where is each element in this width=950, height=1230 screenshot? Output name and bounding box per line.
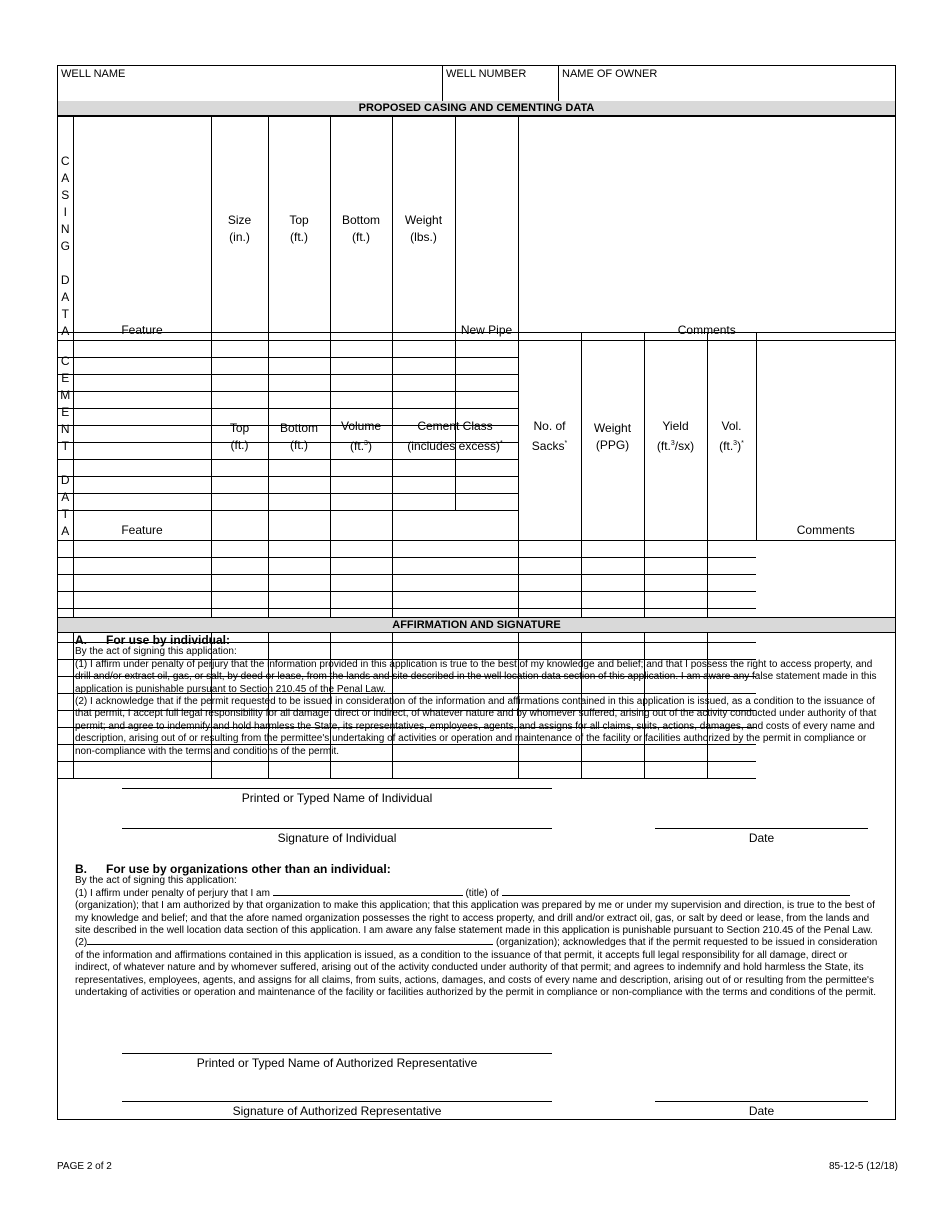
cement-table-row <box>58 592 895 609</box>
individual-affirmation-1: (1) I affirm under penalty of perjury that the information provided in this application is true to the best of my knowledge and belief; and that I possess the right to access property, and drill and/or extract oil, gas, or salt, by deed or lease, from the lands and site described in the well location data section of this application. I am aware any false statement made in this application is punishable pursuant to Section 210.45 of the Penal Law. <box>75 658 877 695</box>
rep-signature-label: Signature of Authorized Representative <box>232 1104 442 1118</box>
cement-table-cell[interactable] <box>330 592 392 609</box>
individual-signature-label: Signature of Individual <box>277 831 397 845</box>
cement-col-class: Cement Class (includes excess)* <box>392 333 518 541</box>
cement-header-row <box>58 333 895 541</box>
cement-table-cell[interactable] <box>392 575 518 592</box>
cement-table-cell[interactable] <box>644 575 707 592</box>
cement-col-volume: Volume (ft.$^3$) <box>330 333 392 541</box>
cement-table-cell[interactable] <box>268 592 330 609</box>
casing-col-new-pipe: New Pipe <box>455 117 518 341</box>
cement-table-cell[interactable] <box>330 575 392 592</box>
cement-col-sacks: No. of Sacks* <box>518 333 581 541</box>
cement-table-cell[interactable] <box>644 762 707 779</box>
cement-table-cell[interactable] <box>211 592 268 609</box>
cement-side-letter: N <box>60 422 70 436</box>
casing-side-letter: N <box>60 222 70 236</box>
cement-table-cell[interactable] <box>330 762 392 779</box>
rep-printed-name-label: Printed or Typed Name of Authorized Representative <box>196 1056 478 1070</box>
cement-table-cell[interactable] <box>392 762 518 779</box>
form-id: 85-12-5 (12/18) <box>829 1161 898 1172</box>
cement-table-cell[interactable] <box>707 592 756 609</box>
individual-signature-line[interactable] <box>122 828 552 845</box>
cement-table-cell[interactable] <box>518 762 581 779</box>
cement-table-cell[interactable] <box>58 677 73 694</box>
cement-table-cell[interactable] <box>707 541 756 558</box>
cement-col-feature: Feature <box>73 333 211 541</box>
organization-section <box>75 863 885 999</box>
cement-table-cell[interactable] <box>518 558 581 575</box>
page-number: PAGE 2 of 2 <box>57 1161 112 1172</box>
owner-name-label: NAME OF OWNER <box>562 68 658 80</box>
officer-title-blank[interactable] <box>273 895 463 896</box>
casing-side-letter: G <box>60 239 70 253</box>
cement-side-letter: M <box>60 388 71 402</box>
cement-side-letter: T <box>61 439 69 453</box>
individual-printed-name-label: Printed or Typed Name of Individual <box>241 791 433 805</box>
cement-table-cell[interactable] <box>58 558 73 575</box>
cement-table-row <box>58 541 895 558</box>
cement-table-cell[interactable] <box>581 592 644 609</box>
casing-section-title: PROPOSED CASING AND CEMENTING DATA <box>58 101 895 116</box>
casing-side-letter: D <box>60 273 70 287</box>
cement-table-cell[interactable] <box>707 762 756 779</box>
cement-table-cell[interactable] <box>581 558 644 575</box>
individual-heading: A. For use by individual: <box>75 633 231 647</box>
individual-section <box>75 634 885 758</box>
rep-printed-name-line[interactable] <box>122 1053 552 1070</box>
casing-side-label <box>58 117 73 341</box>
cement-table-cell[interactable] <box>268 575 330 592</box>
cement-table-cell[interactable] <box>58 660 73 677</box>
cement-col-bottom: Bottom (ft.) <box>268 333 330 541</box>
organization-name-blank[interactable] <box>502 895 850 896</box>
cement-side-letter: A <box>61 524 70 538</box>
cement-table-cell[interactable] <box>581 541 644 558</box>
cement-table-cell[interactable] <box>518 575 581 592</box>
cement-table-cell[interactable] <box>581 575 644 592</box>
cement-table-cell[interactable] <box>58 592 73 609</box>
organization-affirmation-1: (1) I affirm under penalty of perjury that I am (title) of (organization); that I am authorized by that organization to make this application; that this application was prepared by me or under my supervision and direction, is true to the best of my knowledge and belief; and that the afore named organization possesses the right to access property, and drill and/or extract oil, gas, or salt by deed or lease, from the lands and site described in the well location data section of this application. I am aware any false statement made in this application is punishable pursuant to Section 210.45 of the Penal Law. <box>75 887 875 937</box>
casing-col-comments: Comments <box>518 117 895 341</box>
cement-table-cell[interactable] <box>211 541 268 558</box>
cement-table-cell[interactable] <box>392 558 518 575</box>
cement-col-comments: Comments <box>756 333 895 541</box>
casing-side-letter: S <box>61 188 70 202</box>
cement-table-cell[interactable] <box>73 558 211 575</box>
cement-table-cell[interactable] <box>330 541 392 558</box>
cement-table-cell[interactable] <box>58 575 73 592</box>
cement-side-letter: A <box>61 490 70 504</box>
cement-table-cell[interactable] <box>58 643 73 660</box>
casing-col-top: Top (ft.) <box>268 117 330 341</box>
casing-side-letter: A <box>61 171 70 185</box>
cement-table-cell[interactable] <box>330 558 392 575</box>
casing-side-letter: C <box>60 154 70 168</box>
cement-table-row <box>58 762 895 779</box>
cement-table-cell[interactable] <box>58 728 73 745</box>
cement-table-cell[interactable] <box>581 762 644 779</box>
casing-col-weight: Weight (lbs.) <box>392 117 455 341</box>
cement-side-letter: E <box>61 405 70 419</box>
cement-table-row <box>58 575 895 592</box>
organization-name-blank-2[interactable] <box>87 944 493 945</box>
cement-table-cell[interactable] <box>73 592 211 609</box>
cement-table-cell[interactable] <box>73 575 211 592</box>
cement-col-vol: Vol. (ft.$^3$)* <box>707 333 756 541</box>
casing-side-letter: A <box>61 324 70 338</box>
cement-table-cell[interactable] <box>392 541 518 558</box>
organization-heading: B. For use by organizations other than an individual: <box>75 862 391 876</box>
cement-table-cell[interactable] <box>707 558 756 575</box>
casing-col-bottom: Bottom (ft.) <box>330 117 392 341</box>
affirmation-section-title: AFFIRMATION AND SIGNATURE <box>58 617 895 633</box>
individual-intro: By the act of signing this application: <box>75 646 237 658</box>
permit-form <box>57 65 896 1120</box>
cement-table-cell[interactable] <box>518 592 581 609</box>
individual-printed-name-line[interactable] <box>122 788 552 805</box>
casing-col-size: Size (in.) <box>211 117 268 341</box>
rep-date-label: Date <box>748 1104 775 1118</box>
organization-affirmation-2: (2) (organization); acknowledges that if the permit requested to be issued in consideration of the information and affirmations contained in this application is issued, as a condition to the issuance of that permit, it accepts full legal responsibility for all damage, direct or indirect, of whatever nature and by whomever suffered, arising out of the activity conducted under authority of that permit; and agrees to indemnify and hold harmless the State, its representatives, employees, agents, and assigns for all claims, from suits, actions, damages, and costs of every name and description, arising out of or resulting from the permittee's undertaking of activities or operation and maintenance of the facility or facilities authorized by the permit in compliance or non-compliance with the terms and conditions of the permit. <box>75 937 878 999</box>
cement-table-cell[interactable] <box>644 558 707 575</box>
cement-table-row <box>58 558 895 575</box>
cement-table-cell[interactable] <box>392 592 518 609</box>
rep-signature-line[interactable] <box>122 1101 552 1118</box>
individual-affirmation-2: (2) I acknowledge that if the permit requested to be issued in consideration of the information and affirmations contained in this application is issued, as a condition to the issuance of that permit, I accept full legal responsibility for all damage, direct or indirect, of whatever nature and by whomever suffered, arising out of the activity conducted under authority of that permit; and agree to indemnify and hold harmless the State, its representatives, employees, agents, and assigns for all claims, suits, actions, damages, and costs of every name and description, arising out of or resulting from the permittee's undertaking of activities or operation and maintenance of the facility or facilities authorized by the permit in compliance or non-compliance with the terms and conditions of the permit. <box>75 696 877 757</box>
cement-table-cell[interactable] <box>58 762 73 779</box>
casing-side-letter: T <box>61 307 69 321</box>
well-number-label: WELL NUMBER <box>446 68 527 80</box>
cement-table-cell[interactable] <box>58 711 73 728</box>
cement-table-cell[interactable] <box>211 762 268 779</box>
cement-table-cell[interactable] <box>268 762 330 779</box>
rep-date-line[interactable] <box>655 1101 868 1118</box>
cement-table-cell[interactable] <box>73 541 211 558</box>
well-name-label: WELL NAME <box>61 68 126 80</box>
cement-table-cell[interactable] <box>707 575 756 592</box>
cement-table-cell[interactable] <box>73 762 211 779</box>
cement-table-cell[interactable] <box>268 541 330 558</box>
cement-col-yield: Yield (ft.$^3$/sx) <box>644 333 707 541</box>
cement-col-top: Top (ft.) <box>211 333 268 541</box>
cement-col-weight: Weight (PPG) <box>581 333 644 541</box>
cement-table-cell[interactable] <box>58 745 73 762</box>
cement-side-letter: C <box>60 354 70 368</box>
cement-table-cell[interactable] <box>644 592 707 609</box>
cement-side-label <box>58 333 73 541</box>
well-name-field[interactable] <box>58 66 443 101</box>
well-header <box>58 66 895 102</box>
cement-table-cell[interactable] <box>518 541 581 558</box>
cement-table-cell[interactable] <box>211 575 268 592</box>
individual-date-label: Date <box>748 831 775 845</box>
cement-table-cell[interactable] <box>644 541 707 558</box>
casing-header-row <box>58 117 895 341</box>
casing-side-letter <box>58 255 73 272</box>
organization-intro: By the act of signing this application: <box>75 875 237 887</box>
individual-date-line[interactable] <box>655 828 868 845</box>
cement-table-cell[interactable] <box>211 558 268 575</box>
well-number-field[interactable] <box>443 66 559 101</box>
cement-side-letter: D <box>60 473 70 487</box>
casing-side-letter: A <box>61 290 70 304</box>
cement-side-letter: T <box>61 507 69 521</box>
casing-side-letter: I <box>63 205 67 219</box>
cement-side-letter <box>58 455 73 472</box>
cement-table-cell[interactable] <box>58 541 73 558</box>
owner-name-field[interactable] <box>559 66 895 101</box>
cement-table-cell[interactable] <box>268 558 330 575</box>
casing-col-feature: Feature <box>73 117 211 341</box>
cement-side-letter: E <box>61 371 70 385</box>
cement-table-cell[interactable] <box>58 694 73 711</box>
